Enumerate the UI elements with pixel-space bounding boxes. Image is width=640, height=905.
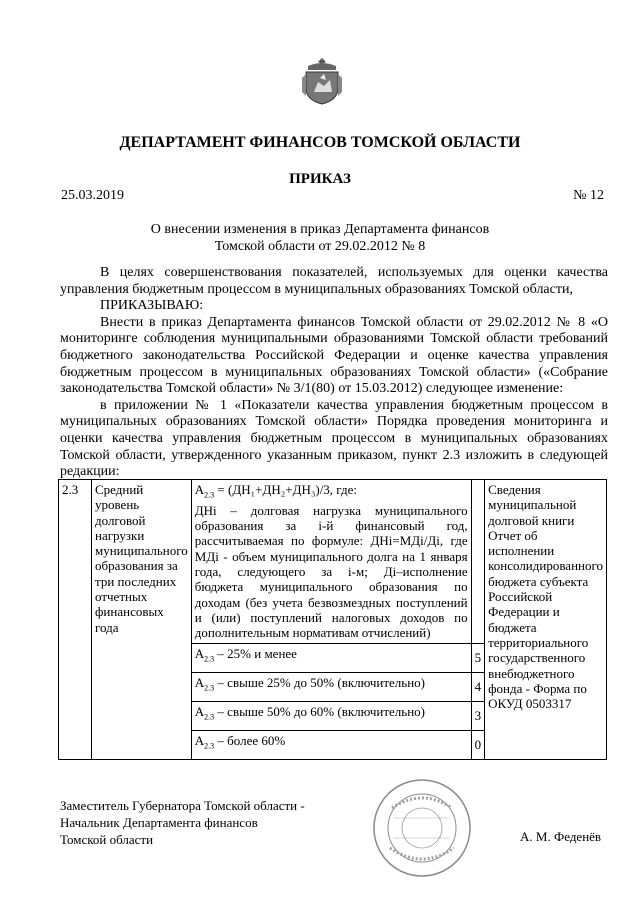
formula-sub: 2.3 — [204, 490, 215, 500]
body-paragraph: в приложении № 1 «Показатели качества управления бюджетным процессом в муниципальных образованиях Томской области» Порядка проведения мониторинга и оценки качества управления бюджетным процессом в муниципальных образованиях Томской области, утвержденного указанным приказом, пункт 2.3 изложить в следующей редакции: — [60, 397, 608, 480]
subject-line-2: Томской области от 29.02.2012 № 8 — [214, 239, 426, 254]
signer-title-2: Начальник Департамента финансов — [60, 815, 258, 830]
department-title: ДЕПАРТАМЕНТ ФИНАНСОВ ТОМСКОЙ ОБЛАСТИ — [119, 134, 521, 151]
signer-name: А. М. Феденёв — [520, 829, 602, 844]
signer-title-1: Заместитель Губернатора Томской области - — [60, 798, 305, 813]
indicator-name: Средний уровень долговой нагрузки муниципального образования за три последних отчетных финансовых года — [92, 480, 192, 760]
subject-line-1: О внесении изменения в приказ Департамента финансов — [150, 222, 490, 237]
document-subject — [0, 221, 640, 255]
grade-score: 4 — [471, 672, 485, 701]
grade-label: $A_{2.3}$ – свыше 25% до 50% (включительно) — [191, 672, 471, 701]
formula-main: = (ДН₁+ДН₂+ДН₃)/3, где: — [217, 482, 357, 497]
grade-label: $A_{2.3}$ – более 60% — [191, 730, 471, 759]
body-paragraph: Внести в приказ Департамента финансов Томской области от 29.02.2012 № 8 «О мониторинге соблюдения муниципальными образованиями Томской области требований бюджетного законодательства Российской Федерации и оценке качества управления бюджетным процессом в муниципальных образованиях Томской области» («Собрание законодательства Томской области» № 3/1(80) от 15.03.2012) следующее изменение: — [60, 314, 608, 397]
grade-label: $A_{2.3}$ – свыше 50% до 60% (включительно) — [191, 701, 471, 730]
formula-cell — [191, 480, 471, 644]
signature-block — [60, 797, 305, 848]
formula-description: ДНi – долговая нагрузка муниципального образования за i-й финансовый год, рассчитываемая по формуле: ДНi=МДi/Дi, где МДi - объем муниципального долга на 1 января года, следующего за i-м; Дi–исполнение бюджета муниципального образования по доходам (без учета безвозмездных поступлений и (или) поступлений налоговых доходов по дополнительным нормативам отчислений) — [194, 502, 468, 641]
signer-title-3: Томской области — [60, 832, 154, 847]
grade-score: 0 — [471, 730, 485, 759]
indicator-table — [58, 479, 607, 760]
coat-of-arms-icon — [300, 56, 344, 106]
document-date: 25.03.2019 — [61, 188, 124, 203]
grade-score: 5 — [471, 643, 485, 672]
body-paragraph: В целях совершенствования показателей, используемых для оценки качества управления бюджетным процессом в муниципальных образованиях Томской области, — [60, 265, 608, 297]
document-body — [60, 265, 608, 481]
order-word: ПРИКАЗЫВАЮ: — [100, 298, 204, 314]
document-number: № 12 — [573, 188, 604, 203]
document-type: ПРИКАЗ — [289, 171, 351, 187]
formula-var: A — [194, 482, 205, 497]
data-source: Сведения муниципальной долговой книги Отчет об исполнении консолидированного бюджета субъекта Российской Федерации и бюджета территориального государственного внебюджетного фонда - Форма по ОКУД 0503317 — [485, 480, 607, 760]
item-number: 2.3 — [59, 480, 92, 760]
value-cell — [471, 480, 485, 644]
grade-label: $A_{2.3} - 25\%$ и менее — [191, 643, 471, 672]
grade-score: 3 — [471, 701, 485, 730]
official-stamp-icon — [372, 778, 472, 878]
